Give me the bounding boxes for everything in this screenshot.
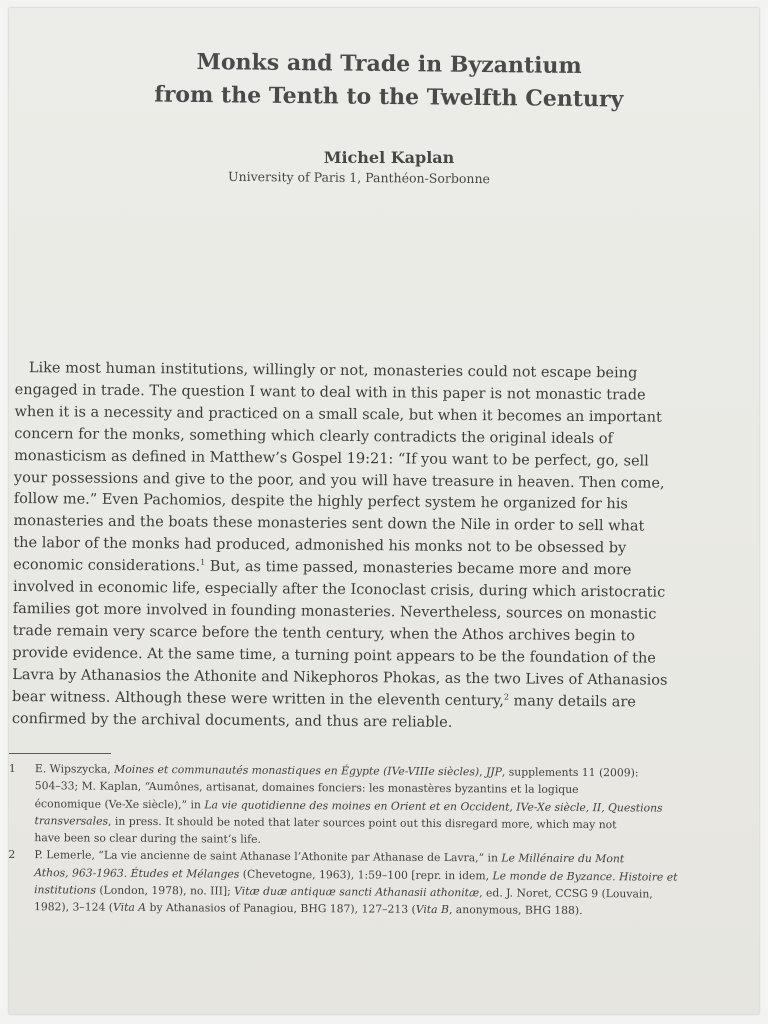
footnote-line: have been so clear during the saint’s life. [34,831,262,846]
fn-italic: Vita B [415,903,450,917]
title-line-1: Monks and Trade in Byzantium [196,48,582,80]
author-affiliation: University of Paris 1, Panthéon-Sorbonne [227,168,490,187]
paper-title [69,45,710,118]
footnote-number: 1 [8,761,16,776]
title-line-2: from the Tenth to the Twelfth Century [154,81,624,113]
fn-text: (London, 1978), no. III]; [95,883,235,898]
body-line: provide evidence. At the same time, a turning point appears to be the foundation of the [12,644,656,667]
body-line: engaged in trade. The question I want to deal with in this paper is not monastic trade [14,381,646,404]
fn-text: économique (Ve-Xe siècle),” in [34,796,205,811]
body-line: involved in economic life, especially after the Iconoclast crisis, during which aristocratic [12,579,666,601]
fn-italic: Vitæ duæ antiquæ sancti Athanasii athonitæ [234,884,480,900]
fn-text: , anonymous, BHG 188). [448,903,583,918]
fn-text: 1982), 3–124 ( [33,900,114,915]
body-text-segment: many details are [508,692,636,711]
body-line: Lavra by Athanasios the Athonite and Nikephoros Phokas, as the two Lives of Athanasios [12,666,668,689]
fn-italic: Moines et communautés monastiques en Égypte (IVe-VIIIe siècles) [114,762,480,779]
fn-text: by Athanasios of Panagiou, BHG 187), 127–213 ( [146,901,416,917]
body-line: when it is a necessity and practiced on a small scale, but when it becomes an important [14,403,662,426]
footnote-1 [8,760,709,851]
footnote-2 [8,846,708,920]
body-line: monasteries and the boats these monasteries sent down the Nile in order to sell what [13,513,645,535]
fn-italic: Le monde de Byzance. Histoire et [492,869,678,884]
fn-text: (Chevetogne, 1963), 1:59–100 [repr. in idem, [239,867,493,883]
body-text-segment: But, as time passed, monasteries became more and more [205,558,632,579]
fn-italic: Athos, 963-1963. Études et Mélanges [34,865,240,881]
fn-text: , ed. J. Noret, CCSG 9 (Louvain, [479,886,653,901]
fn-text: P. Lemerle, “La vie ancienne de saint Athanase l’Athonite par Athanase de Lavra,” in [34,848,502,865]
body-line: follow me.” Even Pachomios, despite the highly perfect system he organized for his [13,491,628,513]
footnote-ref-2[interactable]: 2 [503,692,510,702]
body-line: the labor of the monks had produced, admonished his monks not to be obsessed by [13,535,627,557]
footnote-number: 2 [8,848,16,862]
body-text-segment: bear witness. Although these were written in the eleventh century, [11,688,504,709]
footnote-line: 504–33; M. Kaplan, “Aumônes, artisanat, domaines fonciers: les monastères byzantins et la logique [34,779,579,797]
book-page [9,8,759,1014]
fn-italic: Vita A [113,901,147,915]
body-line: monasticism as defined in Matthew’s Gospel 19:21: “If you want to be perfect, go, sell [14,447,649,470]
footnotes [8,760,709,921]
fn-italic: La vie quotidienne des moines en Orient et en Occident, IVe-Xe siècle, II, Questions [204,797,663,815]
body-line: confirmed by the archival documents, and thus are reliable. [11,710,453,731]
fn-text: , supplements 11 (2009): [501,765,639,780]
body-paragraph [12,358,705,736]
fn-text: , in press. It should be noted that later sources point out this disregard more, which may not [107,814,617,832]
fn-text: E. Wipszycka, [34,762,115,776]
body-line: trade remain very scarce before the tenth century, when the Athos archives begin to [12,622,636,645]
body-line: families got more involved in founding monasteries. Nevertheless, sources on monastic [12,600,657,623]
body-text-segment: economic considerations. [13,557,201,575]
fn-italic: institutions [34,883,96,897]
fn-italic: transversales [34,814,109,828]
fn-italic: JJP [485,765,502,779]
author-name: Michel Kaplan [323,148,455,167]
footnote-divider [9,753,111,754]
body-line: Like most human institutions, willingly or not, monasteries could not escape being [28,360,638,382]
body-line: your possessions and give to the poor, and you will have treasure in heaven. Then come, [13,469,665,492]
body-line: concern for the monks, something which clearly contradicts the original ideals of [14,425,614,447]
fn-italic: Le Millénaire du Mont [501,851,625,866]
footnote-ref-1[interactable]: 1 [200,557,206,567]
fn-text: , [479,765,487,779]
